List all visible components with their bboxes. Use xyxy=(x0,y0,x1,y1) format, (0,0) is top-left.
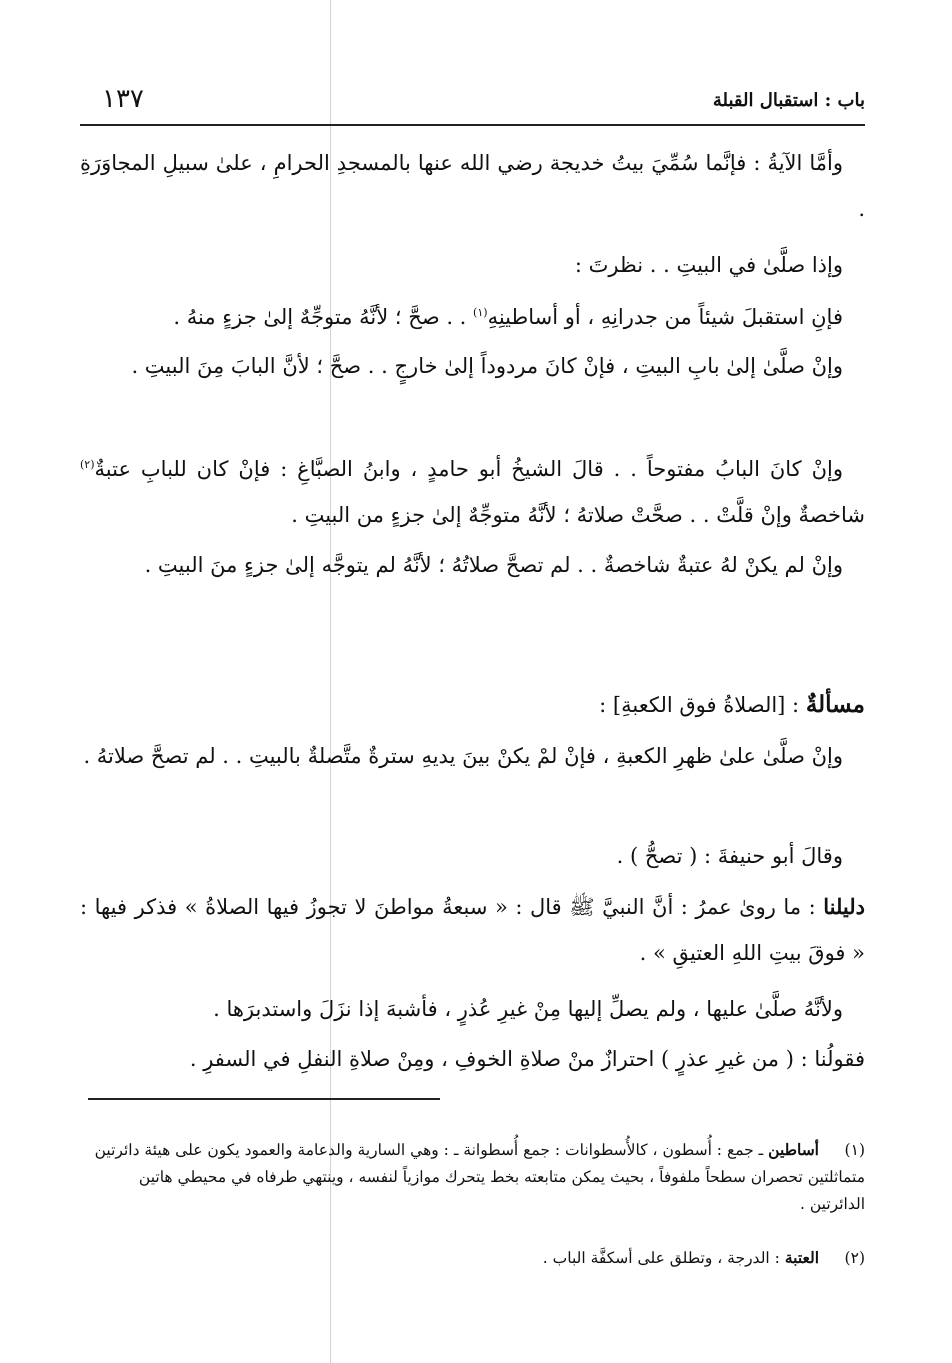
header-rule xyxy=(80,124,865,126)
paragraph-text: . . صحَّ ؛ لأنَّهُ متوجِّهٌ إلىٰ جزءٍ منهُ . xyxy=(173,305,467,329)
footnote-rule xyxy=(88,1098,440,1100)
masala-heading xyxy=(80,682,865,728)
paragraph-5 xyxy=(80,442,865,538)
footnote-1 xyxy=(80,1136,865,1218)
paragraph-6 xyxy=(80,542,865,588)
dalil-label: دليلنا xyxy=(823,894,865,919)
paragraph-text: فقولُنا : ( من غيرِ عذرٍ ) احترازٌ منْ صلاةِ الخوفِ ، ومِنْ صلاةِ النفلِ في السفرِ . xyxy=(189,1047,865,1071)
paragraph-text: وإنْ كانَ البابُ مفتوحاً . . قالَ الشيخُ أبو حامدٍ ، وابنُ الصبَّاغِ : فإنْ كان للبابِ عتبةٌ xyxy=(94,457,843,481)
running-header xyxy=(80,82,865,122)
chapter-title: باب : استقبال القبلة xyxy=(712,90,865,111)
paragraph-4 xyxy=(80,343,865,389)
paragraph-9 xyxy=(80,884,865,976)
footnote-2 xyxy=(80,1244,865,1272)
paragraph-text: : ما روىٰ عمرُ : أنَّ النبيَّ ﷺ قال : « سبعةُ مواطنَ لا تجوزُ فيها الصلاةُ » فذكر فيها : « فوقَ بيتِ اللهِ العتيقِ » . xyxy=(80,895,865,965)
paragraph-2 xyxy=(80,242,865,288)
paragraph-text: ولأنَّهُ صلَّىٰ عليها ، ولم يصلِّ إليها مِنْ غيرِ عُذرٍ ، فأشبهَ إذا نزَلَ واستدبرَها . xyxy=(213,997,843,1021)
masala-label: مسألةٌ xyxy=(805,691,865,718)
paragraph-text: شاخصةٌ وإنْ قلَّتْ . . صحَّتْ صلاتهُ ؛ لأنَّهُ متوجِّهٌ إلىٰ جزءٍ من البيتِ . xyxy=(291,503,865,527)
paragraph-11 xyxy=(80,1036,865,1082)
paragraph-1 xyxy=(80,140,865,232)
paragraph-text: وإذا صلَّىٰ في البيتِ . . نظرتَ : xyxy=(574,253,843,277)
footnote-text: ـ جمع : أُسطون ، كالأُسطوانات : جمع أُسطوانة ـ : وهي السارية والدعامة والعمود يكون على هيئة دائرتين متماثلتين تحصران سطحاً ملفوفاً ، بحيث يمكن متابعته بخط يتحرك موازياً لنفسه ، وينتهي طرفاه في محيطي هاتين الدائرتين . xyxy=(94,1141,865,1213)
paragraph-3 xyxy=(80,290,865,340)
footnote-number: (١) xyxy=(844,1141,865,1159)
page xyxy=(80,0,865,1363)
footnote-number: (٢) xyxy=(844,1249,865,1267)
paragraph-10 xyxy=(80,986,865,1032)
page-number: ١٣٧ xyxy=(102,84,144,114)
paragraph-text: وأمَّا الآيةُ : فإنَّما سُمِّيَ بيتُ خديجة رضي الله عنها بالمسجدِ الحرامِ ، علىٰ سبيلِ المجاوَرَةِ . xyxy=(80,151,865,221)
paragraph-text: وإنْ صلَّىٰ علىٰ ظهرِ الكعبةِ ، فإنْ لمْ يكنْ بينَ يديهِ سترةٌ متَّصلةٌ بالبيتِ . . لم تصحَّ صلاتهُ . xyxy=(83,744,843,768)
paragraph-8 xyxy=(80,833,865,879)
footnote-ref-1[interactable]: (١) xyxy=(473,306,488,319)
footnote-term: العتبة xyxy=(784,1248,819,1267)
footnote-text: : الدرجة ، وتطلق على أسكفَّة الباب . xyxy=(542,1249,780,1267)
paragraph-text: وقالَ أبو حنيفةَ : ( تصحُّ ) . xyxy=(616,844,843,868)
footnote-ref-2[interactable]: (٢) xyxy=(80,458,95,471)
footnote-term: أساطين xyxy=(768,1140,819,1159)
paragraph-7 xyxy=(80,733,865,779)
masala-title: : [الصلاةُ فوق الكعبةِ] : xyxy=(599,693,800,717)
paragraph-text: فإنِ استقبلَ شيئاً من جدرانِهِ ، أو أساطينِهِ xyxy=(487,305,843,329)
paragraph-text: وإنْ لم يكنْ لهُ عتبةٌ شاخصةٌ . . لم تصحَّ صلاتُهُ ؛ لأنَّهُ لم يتوجَّه إلىٰ جزءٍ منَ البيتِ . xyxy=(144,553,843,577)
paragraph-text: وإنْ صلَّىٰ إلىٰ بابِ البيتِ ، فإنْ كانَ مردوداً إلىٰ خارجٍ . . صحَّ ؛ لأنَّ البابَ مِنَ البيتِ . xyxy=(131,354,843,378)
